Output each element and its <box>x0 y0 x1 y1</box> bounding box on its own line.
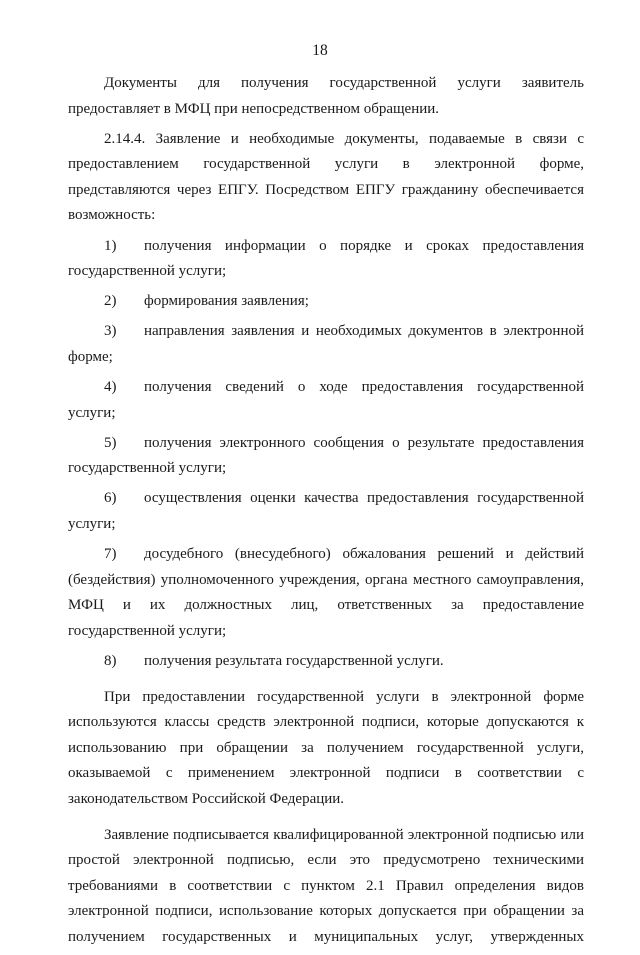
list-item <box>68 319 584 370</box>
list-item-text: получения информации о порядке и сроках предоставления государственной услуги; <box>68 237 584 280</box>
list-item <box>68 542 584 644</box>
list-item <box>68 486 584 537</box>
list-item-text: получения результата государственной услуги. <box>144 652 444 669</box>
intro-paragraph: Документы для получения государственной услуги заявитель предоставляет в МФЦ при непосредственном обращении. <box>68 75 584 117</box>
page-number: 18 <box>312 42 328 59</box>
signature-paragraph: При предоставлении государственной услуги в электронной форме используются классы средств электронной подписи, которые допускаются к использованию при обращении за получением государственной услуги, оказываемой с применением электронной подписи в соответствии с законодательством Российской Федерации. <box>68 688 584 807</box>
closing-paragraph: Заявление подписывается квалифицированной электронной подписью или простой электронной подписью, если это предусмотрено техническими требованиями в соответствии с пунктом 2.1 Правил определения видов электронной подписи, использование которых допускается при обращении за получением государственных и муниципальных услуг, утвержденных <box>68 826 584 945</box>
list-item-text: получения сведений о ходе предоставления государственной услуги; <box>68 379 584 421</box>
list-item <box>68 431 584 482</box>
document-body <box>68 71 584 955</box>
list-item-number: 8) <box>104 652 117 669</box>
list-item-text: получения электронного сообщения о результате предоставления государственной услуги; <box>68 434 584 477</box>
list-item-text: досудебного (внесудебного) обжалования решений и действий (бездействия) уполномоченного учреждения, органа местного самоуправления, МФЦ и их должностных лиц, ответственных за предоставление государственной услуги; <box>68 546 584 639</box>
list-item-text: направления заявления и необходимых документов в электронной форме; <box>68 323 584 365</box>
list-item <box>68 234 584 285</box>
list-item-number: 4) <box>104 379 117 396</box>
list-item <box>68 375 584 426</box>
list-item-number: 2) <box>104 293 117 310</box>
list-item-number: 5) <box>104 434 117 451</box>
list-item <box>68 289 584 315</box>
list-item <box>68 649 584 675</box>
list-item-number: 6) <box>104 490 117 507</box>
possibility-list <box>68 234 584 675</box>
list-item-number: 3) <box>104 323 117 340</box>
list-item-text: осуществления оценки качества предоставления государственной услуги; <box>68 490 584 532</box>
list-item-number: 1) <box>104 237 117 254</box>
section-intro-paragraph: 2.14.4. Заявление и необходимые документы, подаваемые в связи с предоставлением государственной услуги в электронной форме, представляются через ЕПГУ. Посредством ЕПГУ гражданину обеспечивается возможность: <box>68 130 584 224</box>
list-item-text: формирования заявления; <box>144 293 309 310</box>
list-item-number: 7) <box>104 546 117 563</box>
